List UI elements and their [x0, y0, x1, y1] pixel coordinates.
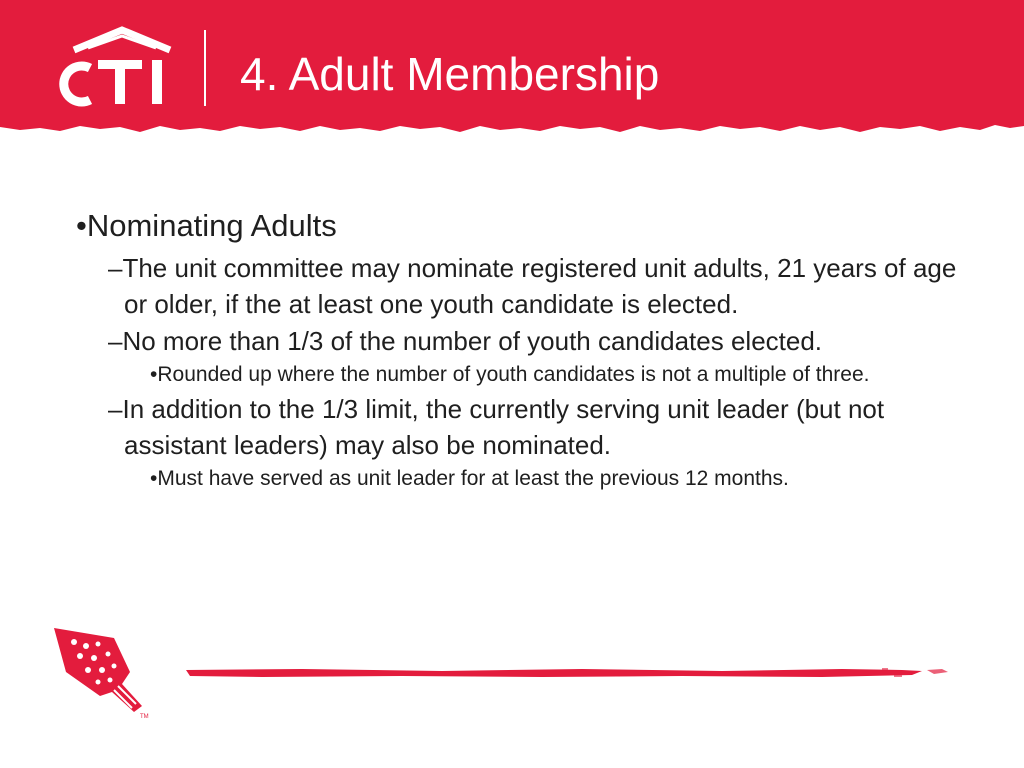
sub-item-text: The unit committee may nominate registered unit adults, 21 years of age or older, if the at least one youth candidate is elected. [122, 253, 957, 319]
cti-logo-icon [48, 26, 172, 110]
bullet-nominating-adults [76, 206, 976, 246]
brush-stroke [182, 664, 952, 682]
trademark-text: TM [140, 714, 149, 720]
slide-title: 4. Adult Membership [240, 48, 660, 100]
header-divider [204, 30, 206, 106]
sub-item-unit-leader [108, 391, 974, 463]
bullet-text: Nominating Adults [86, 208, 337, 243]
sub-item-text: In addition to the 1/3 limit, the currently serving unit leader (but not assistant leaders) may also be nominated. [122, 394, 885, 460]
bullet-marker: • [76, 208, 87, 243]
header-banner [0, 0, 1024, 136]
sub-item-committee [108, 250, 974, 322]
sub-sub-item-served [150, 464, 978, 494]
dash-marker: – [108, 394, 123, 424]
bullet-marker: • [150, 363, 158, 386]
sub-sub-item-text: Rounded up where the number of youth candidates is not a multiple of three. [157, 363, 870, 386]
footer-brush-line [182, 664, 952, 682]
bullet-marker: • [150, 467, 158, 490]
sub-sub-item-text: Must have served as unit leader for at least the previous 12 months. [157, 467, 789, 490]
dash-marker: – [108, 253, 123, 283]
sub-item-one-third [108, 323, 974, 359]
slide-body [76, 206, 976, 495]
arrowhead-logo [52, 624, 156, 720]
sub-sub-item-rounded [150, 360, 978, 390]
dash-marker: – [108, 326, 123, 356]
cti-logo [48, 26, 172, 110]
oa-arrowhead-icon [52, 624, 156, 720]
sub-item-text: No more than 1/3 of the number of youth candidates elected. [122, 326, 823, 356]
